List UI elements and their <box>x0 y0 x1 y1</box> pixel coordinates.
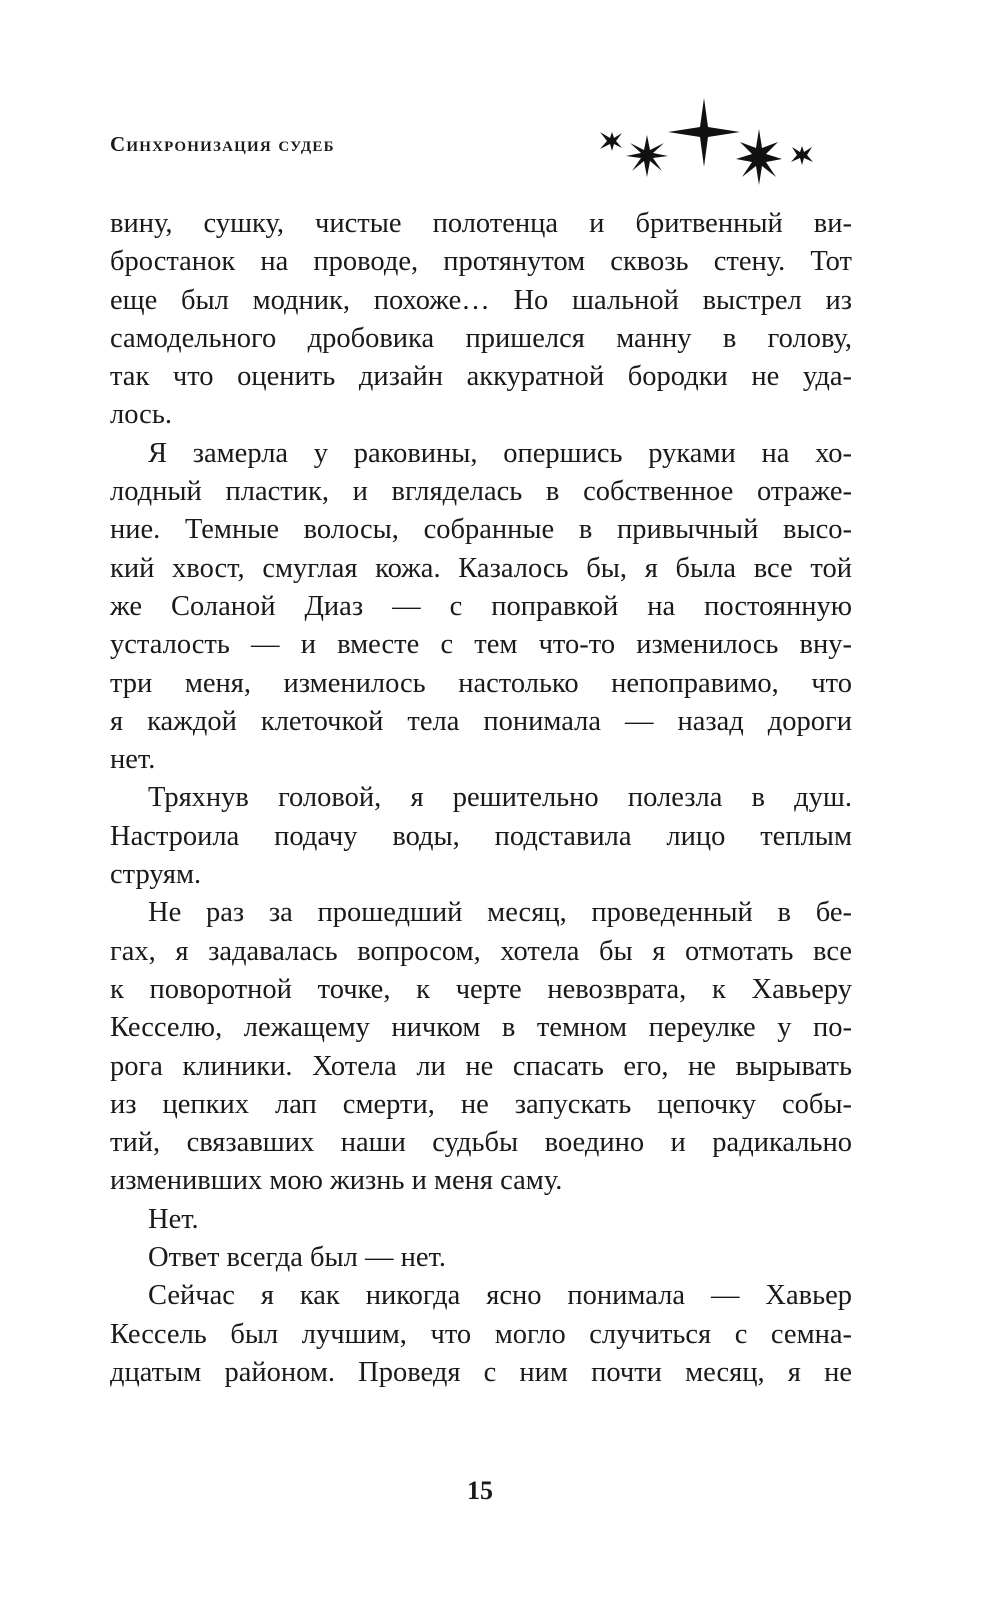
text-line: Кессель был лучшим, что могло случиться с семна- <box>110 1318 852 1350</box>
text-line: вину, сушку, чистые полотенца и бритвенный ви- <box>110 208 852 239</box>
text-line: бростанок на проводе, протянутом сквозь стену. Тот <box>110 246 852 278</box>
text-line: Настроила подачу воды, подставила лицо теплым <box>110 820 852 852</box>
text-line: Нет. <box>148 1203 199 1235</box>
page-number: 15 <box>467 1476 493 1505</box>
text-line: лось. <box>110 399 172 431</box>
text-line: усталость — и вместе с тем что-то изменилось вну- <box>110 629 852 661</box>
text-line: струям. <box>110 859 202 891</box>
text-line: Ответ всегда был — нет. <box>148 1242 446 1274</box>
text-line: Кесселю, лежащему ничком в темном переулке у по- <box>110 1012 852 1044</box>
text-line: так что оценить дизайн аккуратной бородки не уда- <box>110 361 852 393</box>
text-line: лодный пластик, и вгляделась в собственное отраже- <box>110 476 852 508</box>
text-line: я каждой клеточкой тела понимала — назад дороги <box>110 705 852 737</box>
text-line: дцатым районом. Проведя с ним почти месяц, я не <box>110 1356 852 1388</box>
text-line: изменивших мою жизнь и меня саму. <box>110 1165 563 1197</box>
sparkle-small-left <box>600 132 622 151</box>
text-line: нет. <box>110 744 156 776</box>
sparkle-medium-right <box>736 129 782 185</box>
text-line: рога клиники. Хотела ли не спасать его, не вырывать <box>110 1050 852 1082</box>
running-title: Синхронизация судеб <box>110 132 335 156</box>
text-line: самодельного дробовика пришелся манну в голову, <box>110 322 852 354</box>
text-line: кий хвост, смуглая кожа. Казалось бы, я была все той <box>110 552 852 584</box>
text-line: Не раз за прошедший месяц, проведенный в бе- <box>148 897 852 929</box>
text-line: ние. Темные волосы, собранные в привычный высо- <box>110 514 852 546</box>
text-line: из цепких лап смерти, не запускать цепочку собы- <box>110 1088 852 1120</box>
text-line: к поворотной точке, к черте невозврата, к Хавьеру <box>110 973 852 1005</box>
text-line: Тряхнув головой, я решительно полезла в душ. <box>148 782 852 814</box>
text-line: еще был модник, похоже… Но шальной выстрел из <box>110 284 852 316</box>
text-line: три меня, изменилось настолько непоправимо, что <box>110 667 852 699</box>
sparkle-small-right <box>791 146 813 165</box>
sparkle-stars-icon <box>600 95 860 195</box>
text-line: же Соланой Диаз — с поправкой на постоянную <box>110 590 852 622</box>
sparkle-medium-left <box>626 135 668 177</box>
text-line: Сейчас я как никогда ясно понимала — Хавьер <box>148 1280 852 1312</box>
body-text <box>110 205 852 1392</box>
text-line: тий, связавших наши судьбы воедино и радикально <box>110 1127 852 1159</box>
text-line: гах, я задавалась вопросом, хотела бы я отмотать все <box>110 935 852 967</box>
text-line: Я замерла у раковины, опершись руками на хо- <box>148 437 852 469</box>
